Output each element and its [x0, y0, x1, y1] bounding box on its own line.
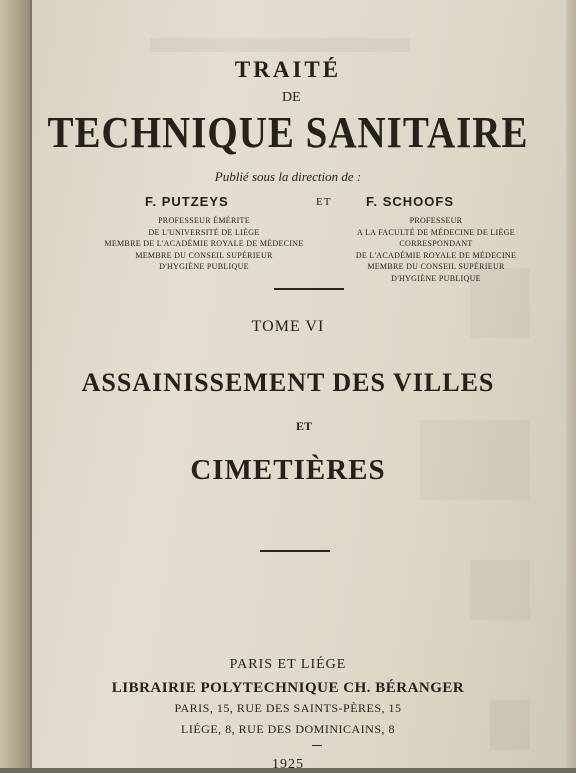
- publisher-address: PARIS, 15, RUE DES SAINTS-PÈRES, 15: [174, 701, 402, 715]
- publisher-cities: PARIS ET LIÉGE: [229, 657, 347, 672]
- editor-credentials: [336, 215, 536, 285]
- credential-line: MEMBRE DE L'ACADÉMIE ROYALE DE MÉDECINE: [104, 239, 304, 249]
- credential-line: PROFESSEUR ÉMÉRITE: [158, 216, 250, 225]
- editor-name: F. PUTZEYS: [145, 194, 229, 209]
- publication-year: 1925: [272, 757, 304, 772]
- divider-rule: [260, 550, 330, 552]
- credential-line: D'HYGIÈNE PUBLIQUE: [391, 273, 481, 283]
- subject-joiner: ET: [296, 419, 313, 433]
- credential-line: D'HYGIÈNE PUBLIQUE: [159, 262, 249, 272]
- editors-joiner: ET: [316, 196, 332, 208]
- divider-rule: [274, 288, 344, 290]
- credential-line: PROFESSEUR: [409, 216, 463, 225]
- credential-line: DE L'UNIVERSITÉ DE LIÈGE: [148, 227, 260, 237]
- heading-traite: TRAITÉ: [234, 57, 342, 82]
- publisher-name: LIBRAIRIE POLYTECHNIQUE CH. BÉRANGER: [111, 680, 465, 696]
- credential-line: A LA FACULTÉ DE MÉDECINE DE LIÈGE: [357, 227, 515, 237]
- main-title: TECHNIQUE SANITAIRE: [47, 107, 529, 158]
- show-through-texture: [470, 560, 530, 620]
- volume-subject: ASSAINISSEMENT DES VILLES: [81, 368, 495, 397]
- credential-line: DE L'ACADÉMIE ROYALE DE MÉDECINE: [355, 250, 517, 260]
- heading-de: DE: [282, 90, 301, 105]
- volume-subject: CIMETIÈRES: [190, 454, 386, 486]
- published-under-line: Publié sous la direction de :: [214, 169, 362, 184]
- credential-line: MEMBRE DU CONSEIL SUPÉRIEUR: [135, 250, 273, 260]
- volume-number: TOME VI: [251, 318, 325, 335]
- publisher-address: LIÉGE, 8, RUE DES DOMINICAINS, 8: [181, 722, 395, 736]
- credential-line: MEMBRE DU CONSEIL SUPÉRIEUR: [367, 262, 505, 272]
- show-through-texture: [150, 38, 410, 52]
- divider-dash: [312, 745, 322, 746]
- editor-credentials: [92, 215, 316, 273]
- credential-line: CORRESPONDANT: [399, 239, 473, 249]
- editor-name: F. SCHOOFS: [366, 194, 455, 209]
